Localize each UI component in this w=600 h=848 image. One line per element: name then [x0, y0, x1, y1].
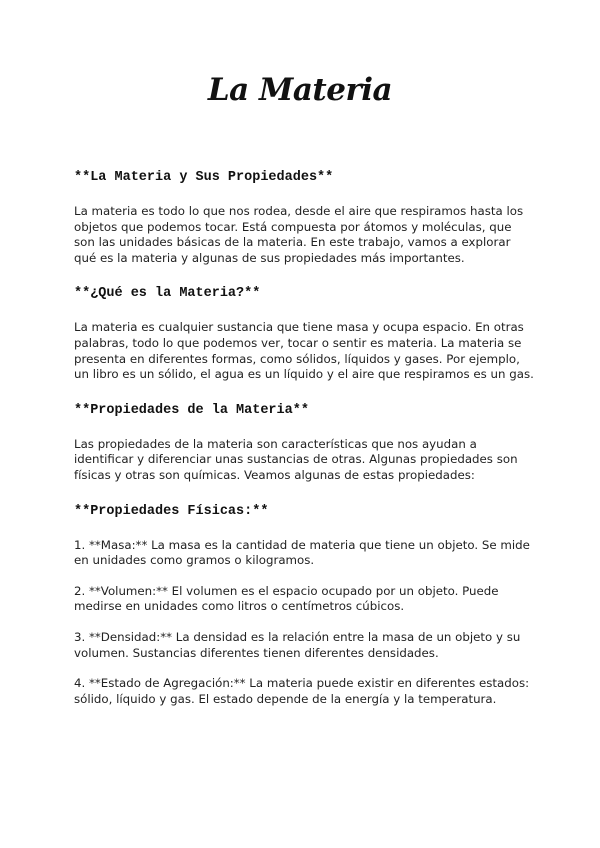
- section-heading-intro: **La Materia y Sus Propiedades**: [74, 170, 334, 185]
- list-item: 2. **Volumen:** El volumen es el espacio ocupado por un objeto. Puede medirse en unidades como litros o centímetros cúbicos.: [74, 583, 499, 614]
- section-heading-what-is-matter: **¿Qué es la Materia?**: [74, 286, 261, 302]
- section-paragraph-intro: La materia es todo lo que nos rodea, desde el aire que respiramos hasta los objetos que podemos tocar. Está compuesta por átomos y moléculas, que son las unidades básicas de la materia. En este trabajo, vamos a explorar qué es la materia y algunas de sus propiedades más importantes.: [74, 204, 524, 265]
- section-heading-physical-properties: **Propiedades Físicas:**: [74, 503, 269, 519]
- document-body: [74, 168, 534, 722]
- page-title: La Materia: [207, 72, 393, 108]
- section-heading-properties: **Propiedades de la Materia**: [74, 402, 309, 418]
- section-paragraph-what-is-matter: La materia es cualquier sustancia que tiene masa y ocupa espacio. En otras palabras, todo lo que podemos ver, tocar o sentir es materia. La materia se presenta en diferentes formas, como sólidos, líquidos y gases. Por ejemplo, un libro es un sólido, el agua es un líquido y el aire que respiramos es un gas.: [74, 320, 534, 382]
- list-item: 4. **Estado de Agregación:** La materia puede existir en diferentes estados: sólido, líquido y gas. El estado depende de la energía y la temperatura.: [74, 676, 530, 706]
- section-paragraph-properties: Las propiedades de la materia son características que nos ayudan a identificar y diferenciar unas sustancias de otras. Algunas propiedades son físicas y otras son químicas. Veamos algunas de estas propiedades:: [74, 436, 518, 482]
- list-item: 3. **Densidad:** La densidad es la relación entre la masa de un objeto y su volumen. Sustancias diferentes tienen diferentes densidades.: [74, 629, 521, 660]
- physical-properties-list: [74, 538, 534, 708]
- list-item: 1. **Masa:** La masa es la cantidad de materia que tiene un objeto. Se mide en unidades como gramos o kilogramos.: [74, 537, 530, 568]
